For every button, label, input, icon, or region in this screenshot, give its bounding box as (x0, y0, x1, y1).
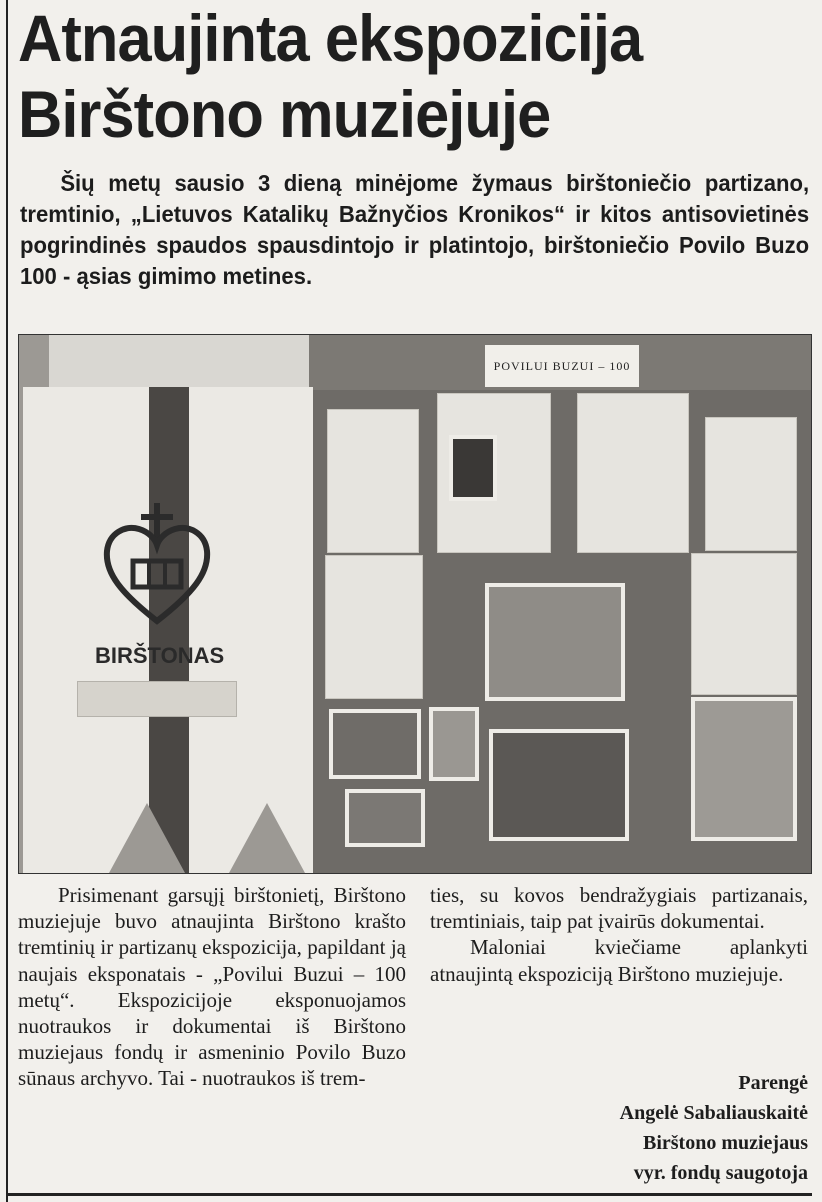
bottom-rule (8, 1193, 812, 1196)
banner-lettering-faded (77, 681, 237, 717)
heart-cross-emblem-icon (101, 503, 213, 633)
document-page (577, 393, 689, 553)
banner-notch (109, 803, 185, 873)
headline-line-2: Birštono muziejuje (18, 77, 551, 151)
small-photo (429, 707, 479, 781)
document-page (325, 555, 423, 699)
body-paragraph-1-continued: ties, su kovos bendražygiais partizanais, tremtiniais, taip pat įvairūs dokumentai. (430, 883, 808, 934)
headline-line-1: Atnaujinta ekspozicija (18, 1, 643, 75)
author-credits (430, 1068, 808, 1188)
lead-paragraph: Šių metų sausio 3 dieną minėjome žymaus birštoniečio partizano, tremtinio, „Lietuvos Katalikų Bažnyčios Kronikos“ ir kitos antisovietinės pogrindinės spaudos spausdintojo ir platintojo, birštoniečio Povilo Buzo 100 - ąsias gimimo metines. (20, 170, 810, 289)
credit-role: vyr. fondų saugotoja (633, 1162, 808, 1184)
document-page (705, 417, 797, 551)
banner-notch (229, 803, 305, 873)
article-headline (18, 0, 753, 152)
memorial-photo (485, 583, 625, 701)
window-light (49, 335, 309, 395)
body-column-left (18, 882, 406, 1092)
body-column-right (430, 882, 808, 987)
exhibition-photo (18, 334, 812, 874)
family-photo (329, 709, 421, 779)
banner-text: BIRŠTONAS (95, 643, 225, 668)
body-paragraph-2: Maloniai kviečiame aplankyti atnaujintą ekspoziciją Birštono muziejuje. (430, 935, 808, 986)
body-paragraph-1: Prisimenant garsųjį birštonietį, Birštono muziejuje buvo atnaujinta Birštono krašto tremtinių ir partizanų ekspozicija, papildant ją naujais eksponatais - „Povilui Buzui – 100 metų“. Ekspozicijoje eksponuojamos nuotraukos ir dokumentai iš Birštono muziejaus fondų ir asmeninio Povilo Buzo sūnaus archyvo. Tai - nuotraukos iš trem- (18, 883, 406, 1091)
document-page (691, 553, 797, 695)
portrait-photo (449, 435, 497, 501)
credit-org: Birštono muziejaus (643, 1132, 808, 1154)
group-photo (489, 729, 629, 841)
document-certificate (327, 409, 419, 553)
credit-prepared: Parengė (738, 1072, 808, 1094)
outdoor-photo (691, 697, 797, 841)
exhibition-sign: POVILUI BUZUI – 100 (485, 345, 639, 387)
small-photo (345, 789, 425, 847)
credit-author: Angelė Sabaliauskaitė (619, 1102, 808, 1124)
left-column-rule (6, 0, 8, 1202)
